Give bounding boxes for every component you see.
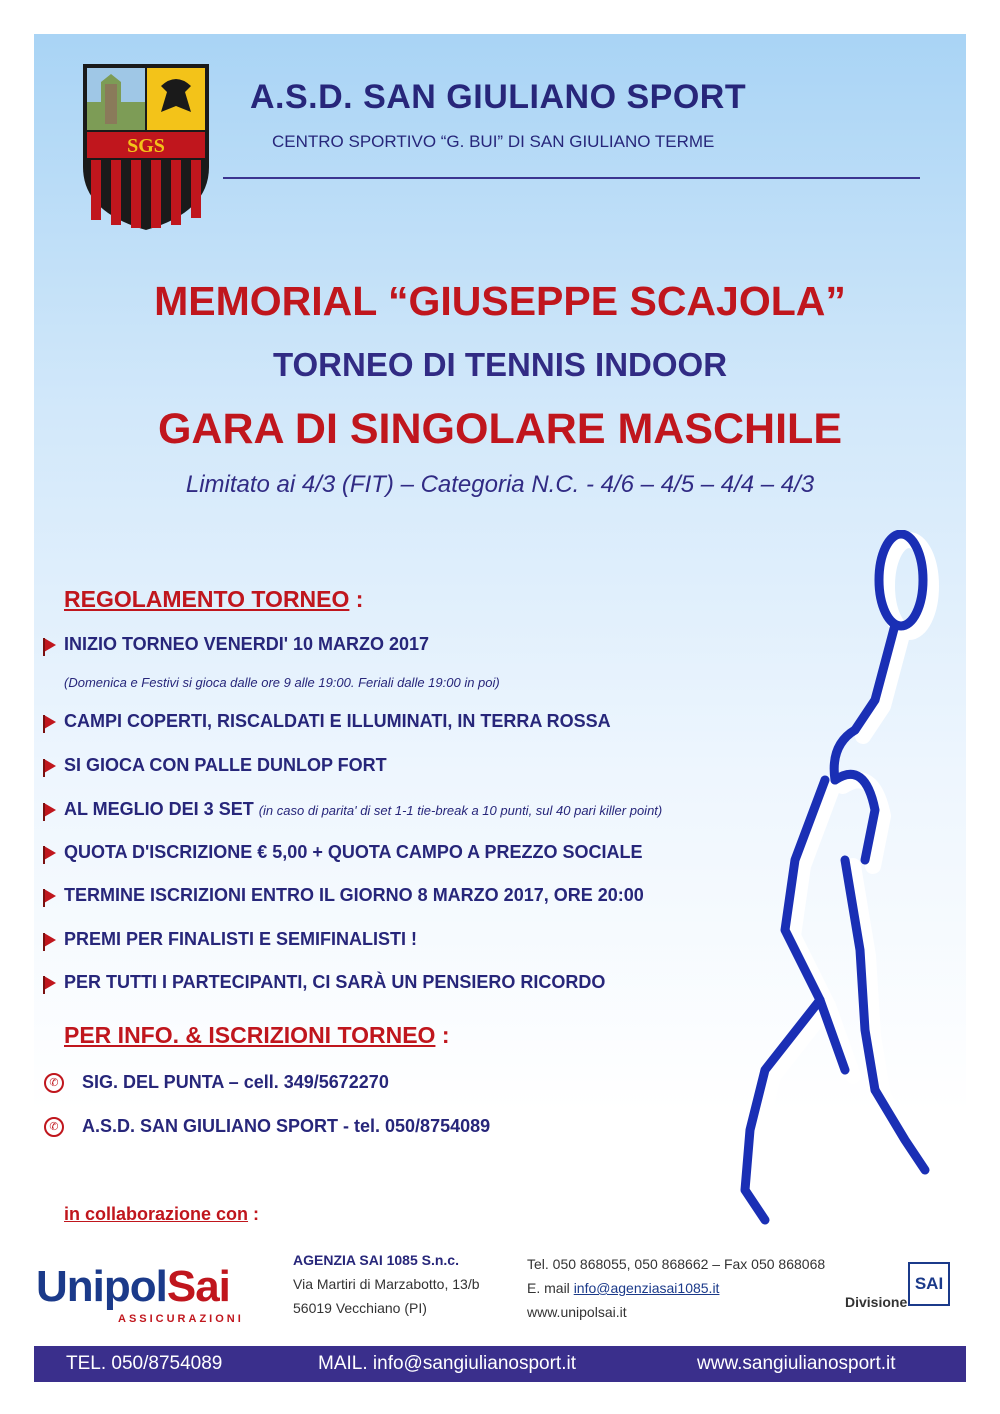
sai-division-logo: SAI [908, 1262, 950, 1306]
rules-heading-suffix: : [349, 586, 364, 612]
rule-item [44, 634, 429, 655]
phone-icon: ✆ [44, 1117, 64, 1137]
rule-item [44, 711, 611, 732]
rule-text: SI GIOCA CON PALLE DUNLOP FORT [64, 755, 387, 775]
info-heading-text: PER INFO. & ISCRIZIONI TORNEO [64, 1022, 436, 1048]
flag-bullet-icon [44, 638, 56, 652]
rule-text: PER TUTTI I PARTECIPANTI, CI SARÀ UN PENSIERO RICORDO [64, 972, 606, 992]
info-heading-suffix: : [435, 1022, 450, 1048]
org-title: A.S.D. SAN GIULIANO SPORT [250, 78, 747, 116]
flag-bullet-icon [44, 715, 56, 729]
header-divider [223, 177, 920, 179]
phone-icon: ✆ [44, 1073, 64, 1093]
collaboration-suffix: : [248, 1204, 260, 1224]
collaboration-text: in collaborazione con [64, 1204, 249, 1224]
flag-bullet-icon [44, 976, 56, 990]
competition-title: GARA DI SINGOLARE MASCHILE [157, 405, 843, 453]
rule-text: PREMI PER FINALISTI E SEMIFINALISTI ! [64, 929, 418, 949]
contact-item [44, 1116, 490, 1137]
flag-bullet-icon [44, 759, 56, 773]
flag-bullet-icon [44, 889, 56, 903]
rule-text: AL MEGLIO DEI 3 SET [64, 799, 254, 819]
rule-text: CAMPI COPERTI, RISCALDATI E ILLUMINATI, IN TERRA ROSSA [64, 711, 611, 731]
category-limit: Limitato ai 4/3 (FIT) – Categoria N.C. - 4/6 – 4/5 – 4/4 – 4/3 [185, 471, 815, 498]
tennis-player-figure-icon [725, 530, 955, 1230]
brand-b: Sai [166, 1262, 230, 1311]
contact-text: A.S.D. SAN GIULIANO SPORT - tel. 050/8754089 [82, 1116, 491, 1136]
agency-mail-line [527, 1280, 719, 1296]
rule-item [44, 755, 387, 776]
rule-item [44, 842, 643, 863]
rule-text: TERMINE ISCRIZIONI ENTRO IL GIORNO 8 MARZO 2017, ORE 20:00 [64, 885, 644, 905]
contact-item [44, 1072, 389, 1093]
rules-heading-text: REGOLAMENTO TORNEO [64, 586, 350, 612]
rule-item [44, 799, 662, 820]
schedule-note: (Domenica e Festivi si gioca dalle ore 9 alle 19:00. Feriali dalle 19:00 in poi) [64, 675, 500, 690]
rule-item [44, 885, 644, 906]
agency-city: 56019 Vecchiano (PI) [293, 1300, 427, 1316]
rule-item [44, 929, 417, 950]
flag-bullet-icon [44, 933, 56, 947]
unipolsai-logo [36, 1262, 230, 1312]
agency-web[interactable]: www.unipolsai.it [527, 1304, 627, 1320]
tournament-title: TORNEO DI TENNIS INDOOR [272, 346, 728, 383]
footer-tel: TEL. 050/8754089 [66, 1353, 223, 1374]
agency-mail-link[interactable]: info@agenziasai1085.it [573, 1280, 720, 1296]
flag-bullet-icon [44, 803, 56, 817]
club-crest-logo [81, 62, 211, 232]
info-heading [64, 1022, 450, 1049]
footer-mail[interactable]: MAIL. info@sangiulianosport.it [318, 1353, 576, 1374]
mail-prefix: E. mail [527, 1280, 574, 1296]
agency-address: Via Martiri di Marzabotto, 13/b [293, 1276, 480, 1292]
collaboration-label [64, 1204, 259, 1225]
division-label: Divisione [845, 1294, 908, 1310]
brand-a: Unipol [36, 1262, 167, 1311]
org-subtitle: CENTRO SPORTIVO “G. BUI” DI SAN GIULIANO TERME [272, 132, 715, 151]
rule-text: QUOTA D'ISCRIZIONE € 5,00 + QUOTA CAMPO A PREZZO SOCIALE [64, 842, 643, 862]
rule-item [44, 972, 605, 993]
rule-text: INIZIO TORNEO VENERDI' 10 MARZO 2017 [64, 634, 430, 654]
rule-note: (in caso di parita' di set 1-1 tie-break a 10 punti, sul 40 pari killer point) [258, 803, 663, 818]
agency-phone: Tel. 050 868055, 050 868662 – Fax 050 868068 [527, 1256, 826, 1272]
crest-initials: SGS [127, 135, 165, 157]
contact-text: SIG. DEL PUNTA – cell. 349/5672270 [82, 1072, 389, 1092]
brand-tagline: ASSICURAZIONI [118, 1313, 244, 1325]
agency-name: AGENZIA SAI 1085 S.n.c. [293, 1252, 459, 1268]
flag-bullet-icon [44, 846, 56, 860]
rules-heading [64, 586, 363, 613]
footer-web[interactable]: www.sangiulianosport.it [697, 1353, 896, 1374]
memorial-title: MEMORIAL “GIUSEPPE SCAJOLA” [154, 278, 846, 324]
